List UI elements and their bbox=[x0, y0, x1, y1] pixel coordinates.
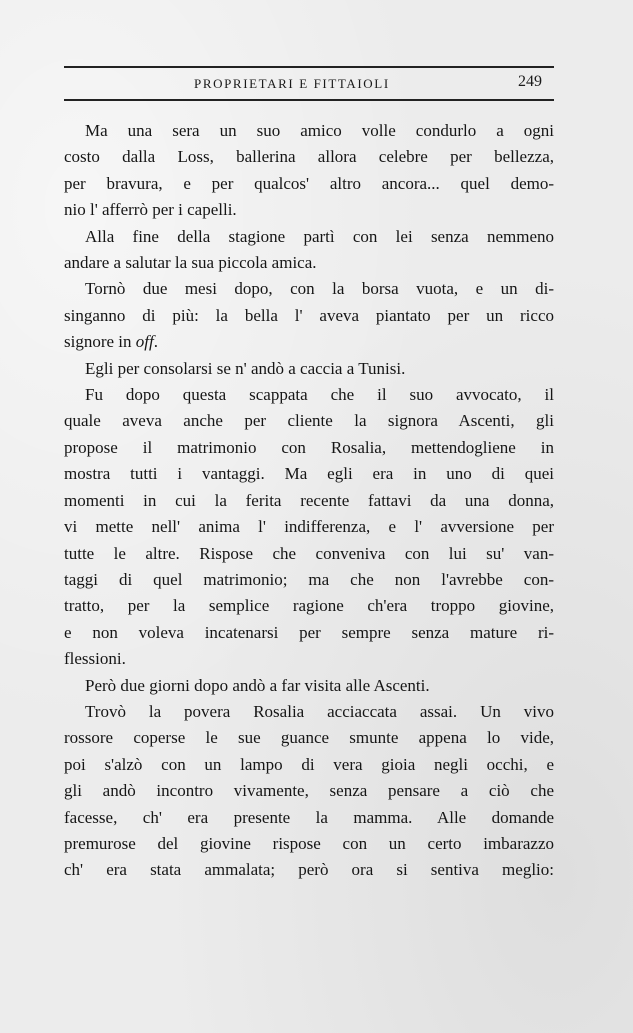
text-line: singanno di più: la bella l' aveva piantato per un ricco bbox=[64, 305, 554, 325]
text-line: facesse, ch' era presente la mamma. Alle domande bbox=[64, 807, 554, 827]
text-line: poi s'alzò con un lampo di vera gioia negli occhi, e bbox=[64, 754, 554, 774]
text-line: tratto, per la semplice ragione ch'era troppo giovine, bbox=[64, 596, 554, 616]
text-line: propose il matrimonio con Rosalia, mettendogliene in bbox=[64, 437, 554, 457]
header-top-rule bbox=[64, 66, 554, 68]
text-line: taggi di quel matrimonio; ma che non l'avrebbe con- bbox=[64, 569, 554, 589]
running-head: PROPRIETARI E FITTAIOLI bbox=[194, 76, 390, 91]
text-line: Trovò la povera Rosalia acciaccata assai. Un vivo bbox=[85, 701, 554, 721]
text-line: gli andò incontro vivamente, senza pensare a ciò che bbox=[64, 781, 554, 801]
text-line: tutte le altre. Rispose che conveniva con lui su' van- bbox=[64, 543, 554, 563]
text-line: momenti in cui la ferita recente fattavi da una donna, bbox=[64, 490, 554, 510]
text-line: nio l' afferrò per i capelli. bbox=[64, 200, 237, 220]
text-line: mostra tutti i vantaggi. Ma egli era in uno di quei bbox=[64, 464, 554, 484]
text-line: Però due giorni dopo andò a far visita alle Ascenti. bbox=[85, 675, 430, 695]
page-number: 249 bbox=[518, 73, 542, 90]
text-line: Tornò due mesi dopo, con la borsa vuota, e un di- bbox=[85, 279, 554, 299]
text-line: costo dalla Loss, ballerina allora celebre per bellezza, bbox=[64, 147, 554, 167]
text-line: Egli per consolarsi se n' andò a caccia a Tunisi. bbox=[85, 358, 406, 378]
italic-word: off bbox=[135, 332, 154, 352]
text-line: per bravura, e per qualcos' altro ancora... quel demo- bbox=[64, 173, 554, 193]
text-line: premurose del giovine rispose con un certo imbarazzo bbox=[64, 833, 554, 853]
text-line: Ma una sera un suo amico volle condurlo a ogni bbox=[85, 121, 554, 140]
text-line: andare a salutar la sua piccola amica. bbox=[64, 253, 317, 273]
page-header bbox=[64, 72, 554, 94]
text-line: vi mette nell' anima l' indifferenza, e l' avversione per bbox=[64, 517, 554, 537]
header-bottom-rule bbox=[64, 99, 554, 101]
text-line: ch' era stata ammalata; però ora si sentiva meglio: bbox=[64, 860, 554, 880]
text-line: signore in off. bbox=[64, 332, 158, 352]
text-line: Alla fine della stagione partì con lei senza nemmeno bbox=[85, 226, 554, 246]
text-line: e non voleva incatenarsi per sempre senza mature ri- bbox=[64, 622, 554, 642]
text-line: quale aveva anche per cliente la signora Ascenti, gli bbox=[64, 411, 554, 431]
body-text bbox=[64, 118, 554, 884]
text-line: rossore coperse le sue guance smunte appena lo vide, bbox=[64, 728, 554, 748]
text-line: Fu dopo questa scappata che il suo avvocato, il bbox=[85, 385, 554, 405]
text-line: flessioni. bbox=[64, 649, 126, 669]
